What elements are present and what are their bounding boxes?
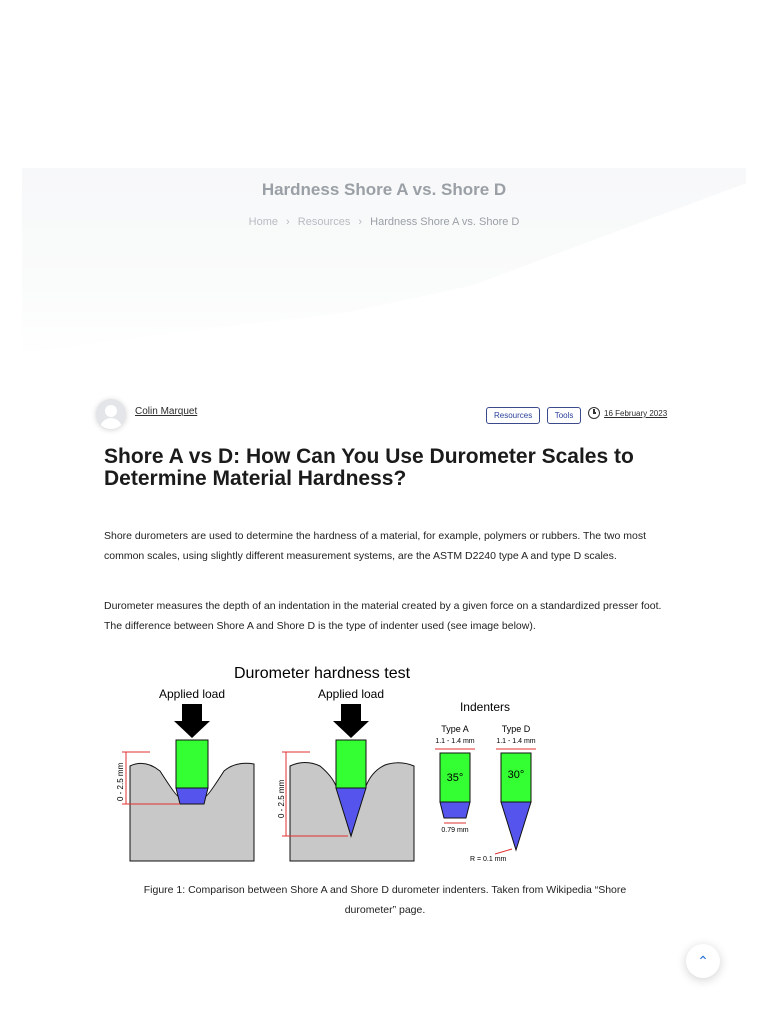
breadcrumb-current: Hardness Shore A vs. Shore D [370, 216, 520, 228]
avatar[interactable] [96, 399, 126, 429]
depth-label-left: 0 - 2.5 mm [116, 762, 125, 801]
author-link[interactable]: Colin Marquet [135, 406, 198, 417]
tag-tools[interactable]: Tools [547, 407, 582, 424]
load-arrow-right [333, 704, 369, 738]
tag-resources[interactable]: Resources [486, 407, 540, 424]
article-paragraph: Shore durometers are used to determine the hardness of a material, for example, polymers or rubbers. The two most common scales, using slightly different measurement systems, are the ASTM D2240 type A and type D scales. [104, 530, 646, 562]
type-a-label: Type A [441, 724, 469, 734]
durometer-diagram [110, 656, 560, 871]
chevron-up-icon: ⌃ [697, 953, 709, 969]
post-meta [96, 398, 676, 428]
type-a-angle: 35° [446, 772, 464, 784]
post-date [588, 407, 667, 419]
shore-a-test [116, 704, 254, 861]
tag-list [486, 405, 583, 424]
type-d-indenter [470, 724, 536, 863]
applied-load-label-right: Applied load [317, 687, 385, 701]
shore-d-test [277, 704, 414, 861]
page-hero [0, 0, 768, 360]
indenters-label: Indenters [459, 700, 511, 714]
type-a-tip-width: 0.79 mm [441, 827, 469, 834]
depth-label-right: 0 - 2.5 mm [277, 779, 286, 818]
indenter-body-right [336, 740, 366, 788]
load-arrow-left [174, 704, 210, 738]
chevron-right-icon: › [286, 216, 290, 228]
clock-icon [588, 407, 600, 419]
figure-title: Durometer hardness test [233, 665, 411, 682]
breadcrumb-home-link[interactable]: Home [248, 216, 278, 228]
type-a-tip [440, 802, 470, 818]
type-d-label: Type D [501, 724, 531, 734]
type-d-tip [501, 802, 531, 850]
article-title: Shore A vs D: How Can You Use Durometer Scales to Determine Material Hardness? [104, 445, 634, 490]
applied-load-label-left: Applied load [158, 687, 226, 701]
type-d-radius: R = 0.1 mm [470, 856, 507, 863]
breadcrumb-resources-link[interactable]: Resources [297, 216, 351, 228]
figure-caption: Figure 1: Comparison between Shore A and Shore D durometer indenters. Taken from Wikipedia “Shore durometer” page. [143, 884, 627, 916]
chevron-right-icon: › [358, 216, 363, 228]
indenter-tip-left [176, 788, 208, 804]
scroll-to-top-button[interactable] [686, 944, 720, 978]
type-d-angle: 30° [507, 769, 525, 781]
avatar-head [105, 405, 117, 417]
type-d-diameter: 1.1 - 1.4 mm [496, 738, 536, 745]
page-title: Hardness Shore A vs. Shore D [261, 180, 507, 199]
indenter-body-left [176, 740, 208, 788]
breadcrumb [0, 216, 768, 228]
article-paragraph: Durometer measures the depth of an indentation in the material created by a given force on a standardized presser foot. The difference between Shore A and Shore D is the type of indenter used (see image below). [104, 600, 662, 632]
type-a-indenter [435, 724, 475, 834]
avatar-body [100, 418, 122, 429]
date-link[interactable]: 16 February 2023 [604, 409, 668, 418]
durometer-figure [110, 656, 560, 871]
type-a-diameter: 1.1 - 1.4 mm [435, 738, 475, 745]
